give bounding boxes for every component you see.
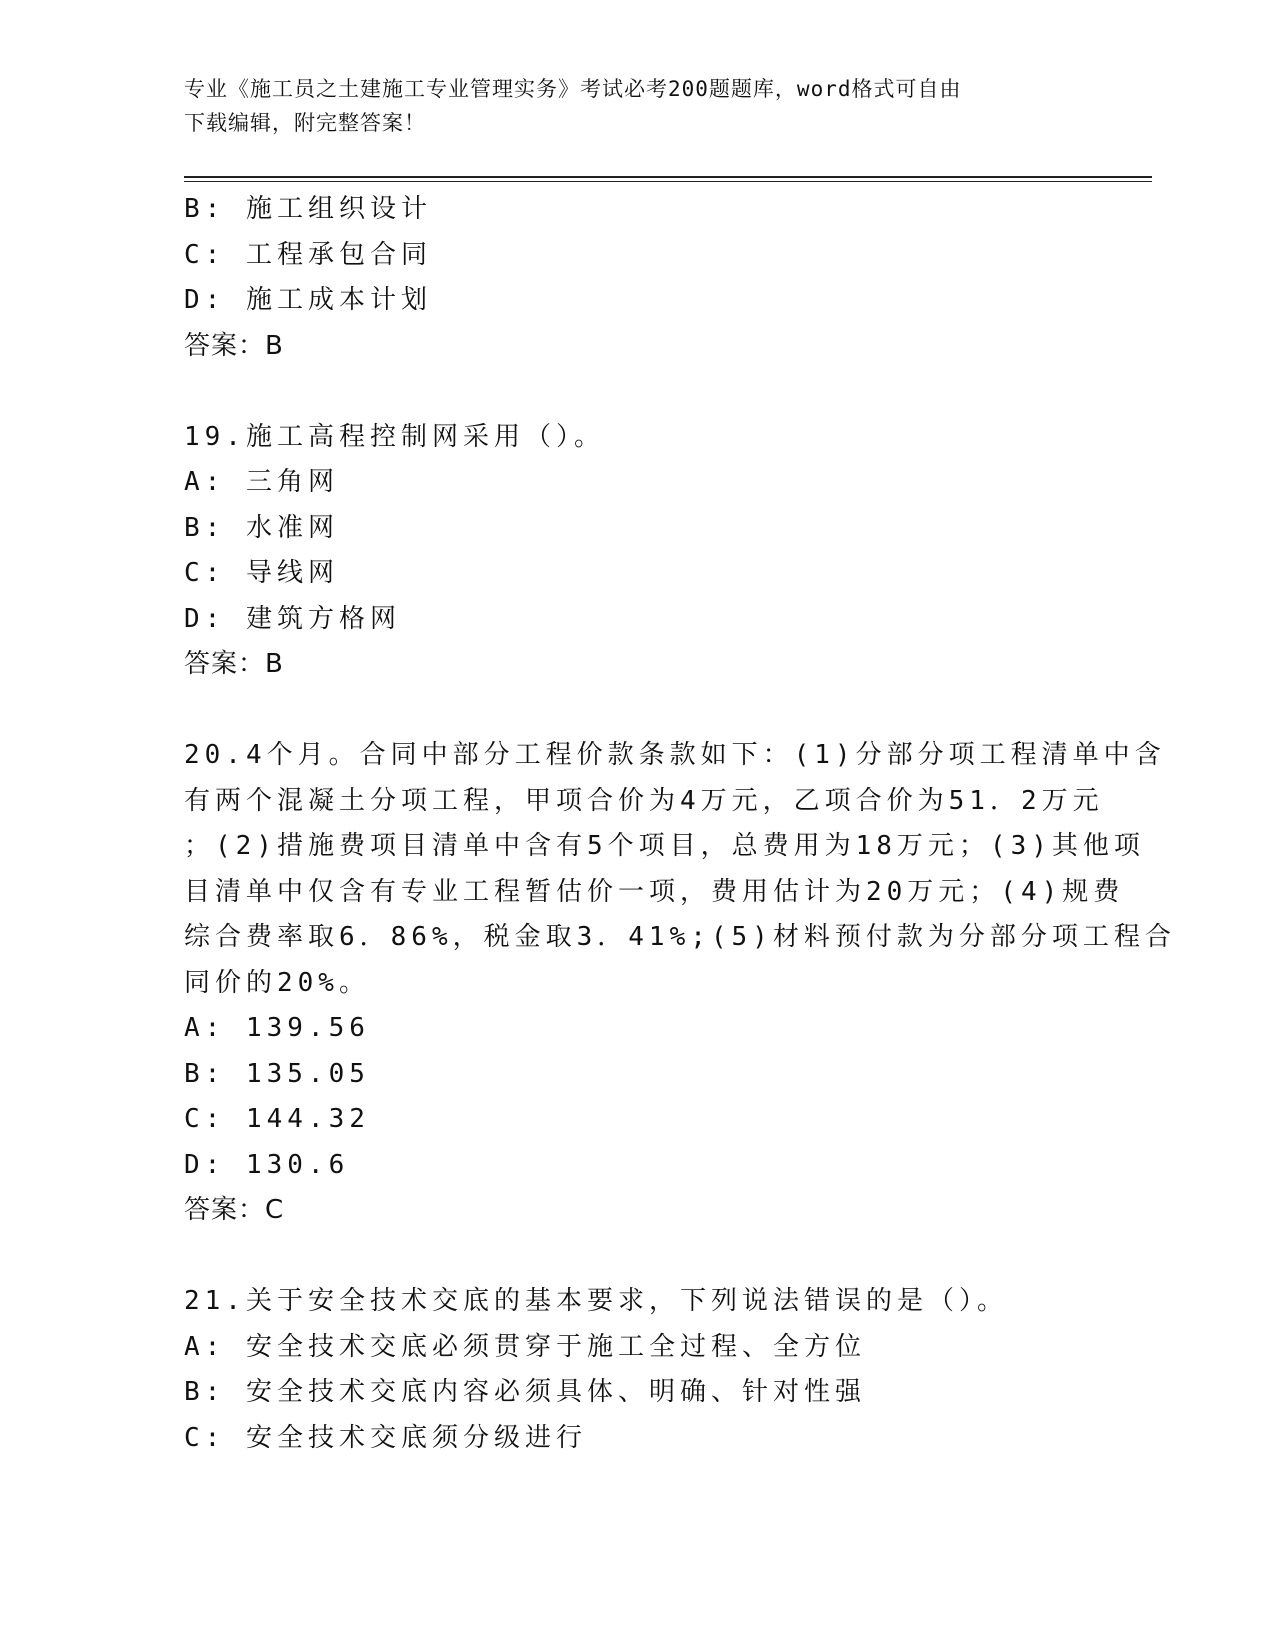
option-c: C: 144.32 (184, 1104, 370, 1134)
option-b: B: 135.05 (184, 1058, 370, 1089)
option-d: D: 130.6 (184, 1149, 350, 1180)
question-19-text: 19.施工高程控制网采用（）。 (184, 421, 605, 452)
header-line-1: 专业《施工员之土建施工专业管理实务》考试必考200题题库，word格式可自由 (184, 77, 962, 101)
option-c: C: 工程承包合同 (184, 239, 432, 270)
option-a: A: 安全技术交底必须贯穿于施工全过程、全方位 (184, 1331, 866, 1362)
answer-line: 答案：B (184, 330, 284, 361)
question-20-line-2: 有两个混凝土分项工程，甲项合价为4万元，乙项合价为51．2万元 (184, 785, 1104, 816)
page-header (184, 72, 1064, 140)
question-20-line-4: 目清单中仅含有专业工程暂估价一项，费用估计为20万元；(4)规费 (184, 876, 1125, 907)
answer-line: 答案：C (184, 1195, 285, 1225)
option-b: B: 安全技术交底内容必须具体、明确、针对性强 (184, 1377, 866, 1407)
spacer (184, 369, 1084, 415)
header-rule-thick (184, 176, 1152, 178)
header-rule-thin (184, 181, 1152, 182)
option-a: A: 三角网 (184, 467, 339, 497)
question-20-line-6: 同价的20%。 (184, 967, 370, 998)
question-21-block (184, 1279, 1084, 1461)
option-a: A: 139.56 (184, 1013, 370, 1043)
question-18-block (184, 187, 1084, 369)
answer-line: 答案：B (184, 649, 284, 679)
option-c: C: 安全技术交底须分级进行 (184, 1422, 587, 1453)
header-line-2: 下载编辑，附完整答案！ (184, 111, 426, 135)
option-b: B: 施工组织设计 (184, 194, 432, 224)
question-content (184, 187, 1176, 1461)
question-20-block (184, 733, 1176, 1234)
option-b: B: 水准网 (184, 512, 339, 543)
spacer (184, 688, 1084, 734)
question-20-line-3: ；(2)措施费项目清单中含有5个项目，总费用为18万元；(3)其他项 (184, 831, 1145, 861)
spacer (184, 1234, 1084, 1280)
question-20-line-1: 20.4个月。合同中部分工程价款条款如下：(1)分部分项工程清单中含 (184, 740, 1166, 770)
option-d: D: 建筑方格网 (184, 603, 401, 634)
option-d: D: 施工成本计划 (184, 285, 432, 315)
question-19-block (184, 415, 1084, 688)
option-c: C: 导线网 (184, 558, 339, 588)
question-20-line-5: 综合费率取6．86%，税金取3．41%;(5)材料预付款为分部分项工程合 (184, 922, 1176, 952)
question-21-text: 21.关于安全技术交底的基本要求，下列说法错误的是（）。 (184, 1286, 1008, 1316)
